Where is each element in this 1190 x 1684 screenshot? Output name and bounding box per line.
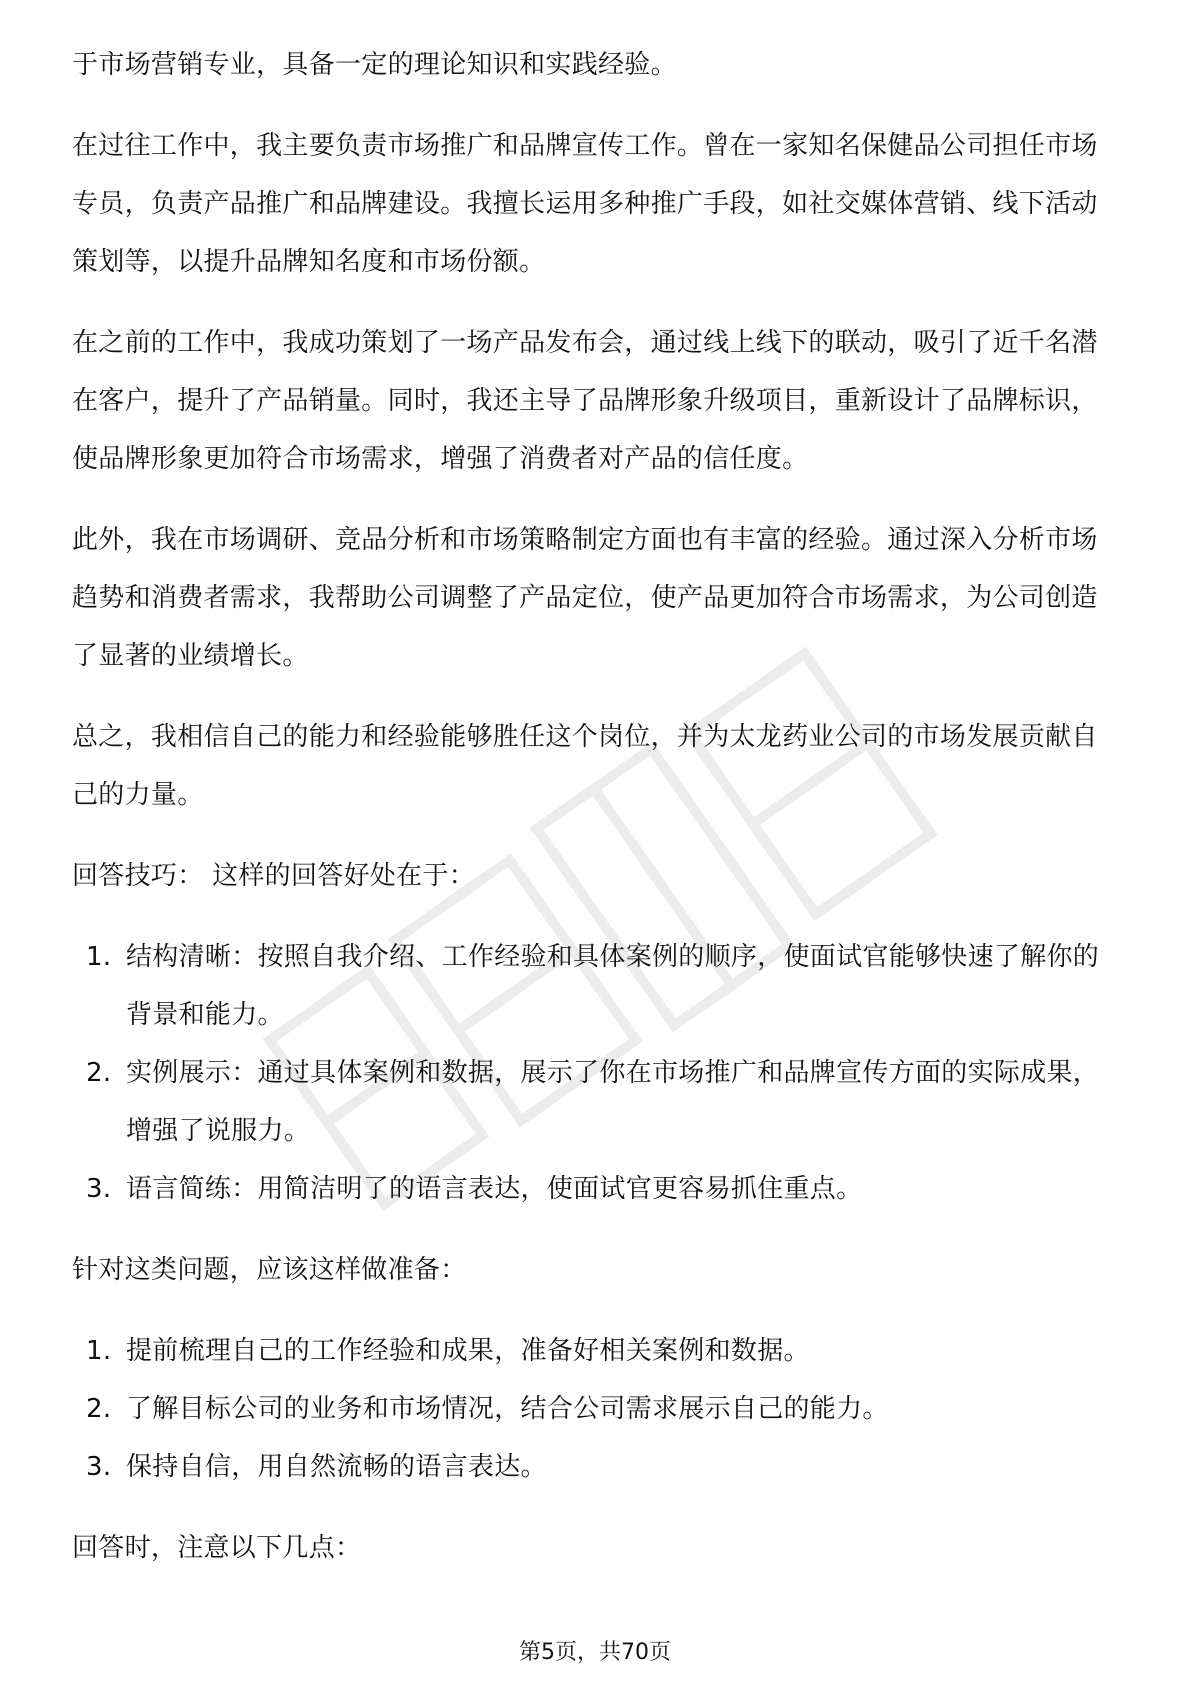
list-text: 实例展示：通过具体案例和数据，展示了你在市场推广和品牌宣传方面的实际成果，增强了说服力。 bbox=[126, 1058, 1100, 1146]
list-number: 1. bbox=[86, 1336, 112, 1366]
list-item bbox=[72, 1380, 1122, 1438]
list-number: 3. bbox=[86, 1174, 112, 1204]
list-item bbox=[72, 1322, 1122, 1380]
list-text: 保持自信，用自然流畅的语言表达。 bbox=[126, 1452, 547, 1482]
tips-heading: 回答技巧： 这样的回答好处在于： bbox=[72, 861, 476, 891]
paragraph: 在之前的工作中，我成功策划了一场产品发布会，通过线上线下的联动，吸引了近千名潜在客户，提升了产品销量。同时，我还主导了品牌形象升级项目，重新设计了品牌标识，使品牌形象更加符合市场需求，增强了消费者对产品的信任度。 bbox=[72, 328, 1098, 474]
list-number: 3. bbox=[86, 1452, 112, 1482]
list-item bbox=[72, 928, 1122, 1044]
list-text: 结构清晰：按照自我介绍、工作经验和具体案例的顺序，使面试官能够快速了解你的背景和能力。 bbox=[126, 942, 1100, 1030]
page-number: 第5页，共70页 bbox=[519, 1640, 671, 1665]
prep-heading: 针对这类问题，应该这样做准备： bbox=[72, 1255, 467, 1285]
list-item bbox=[72, 1160, 1122, 1218]
list-text: 提前梳理自己的工作经验和成果，准备好相关案例和数据。 bbox=[126, 1336, 810, 1366]
paragraph: 于市场营销专业，具备一定的理论知识和实践经验。 bbox=[72, 50, 677, 80]
list-item bbox=[72, 1044, 1122, 1160]
list-item bbox=[72, 1438, 1122, 1496]
paragraph: 此外，我在市场调研、竞品分析和市场策略制定方面也有丰富的经验。通过深入分析市场趋势和消费者需求，我帮助公司调整了产品定位，使产品更加符合市场需求，为公司创造了显著的业绩增长。 bbox=[72, 525, 1098, 671]
list-number: 2. bbox=[86, 1058, 112, 1088]
paragraph: 在过往工作中，我主要负责市场推广和品牌宣传工作。曾在一家知名保健品公司担任市场专员，负责产品推广和品牌建设。我擅长运用多种推广手段，如社交媒体营销、线下活动策划等，以提升品牌知名度和市场份额。 bbox=[72, 131, 1098, 277]
list-text: 了解目标公司的业务和市场情况，结合公司需求展示自己的能力。 bbox=[126, 1394, 889, 1424]
paragraph: 总之，我相信自己的能力和经验能够胜任这个岗位，并为太龙药业公司的市场发展贡献自己的力量。 bbox=[72, 722, 1098, 810]
list-number: 1. bbox=[86, 942, 112, 972]
closing-heading: 回答时，注意以下几点： bbox=[72, 1533, 362, 1563]
list-text: 语言简练：用简洁明了的语言表达，使面试官更容易抓住重点。 bbox=[126, 1174, 863, 1204]
prep-list bbox=[72, 1322, 1122, 1496]
list-number: 2. bbox=[86, 1394, 112, 1424]
document-body bbox=[72, 36, 1122, 1577]
tips-list bbox=[72, 928, 1122, 1218]
